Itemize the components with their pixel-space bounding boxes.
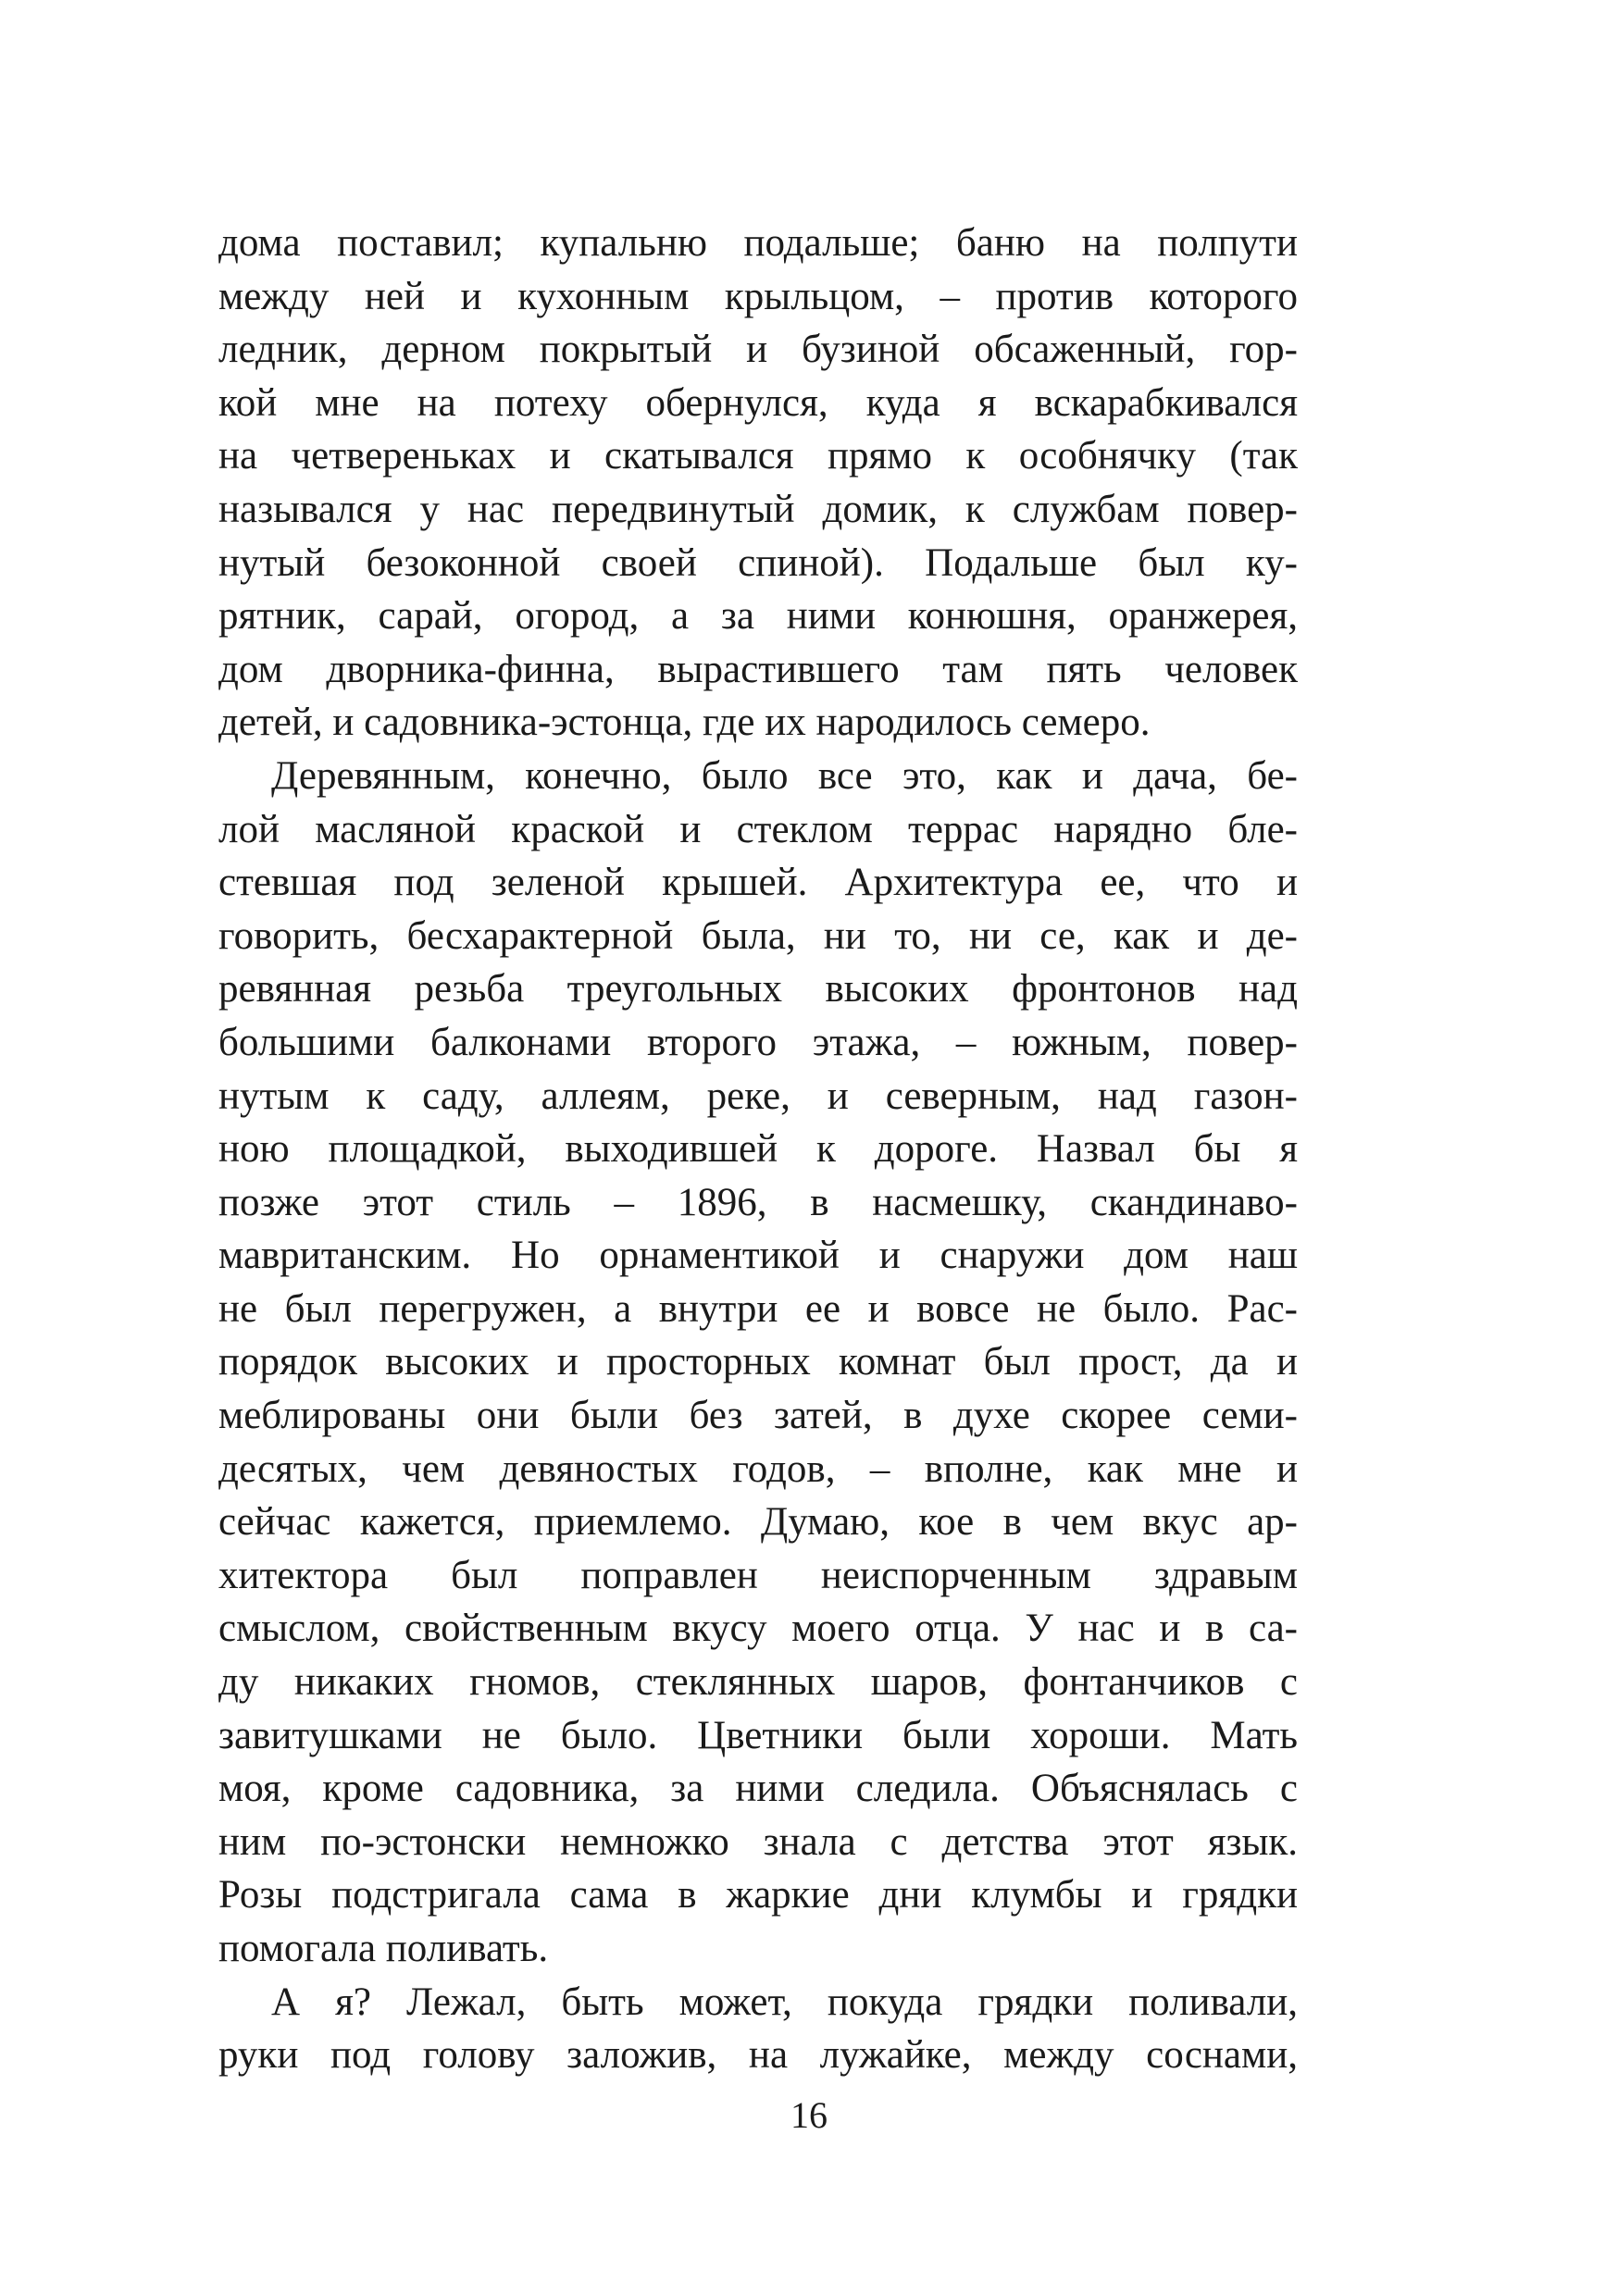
paragraph-2: [218, 750, 1298, 1976]
text-line: А я? Лежал, быть может, покуда грядки поливали,: [271, 1980, 1298, 2024]
text-line: порядок высоких и просторных комнат был прост, да и: [218, 1340, 1298, 1384]
text-line: рятник, сарай, огород, а за ними конюшня, оранжерея,: [218, 594, 1298, 639]
text-line: мавританским. Но орнаментикой и снаружи дом наш: [218, 1234, 1298, 1278]
text-line: меблированы они были без затей, в духе скорее семи-: [218, 1394, 1298, 1438]
text-line: лой масляной краской и стеклом террас нарядно бле-: [218, 807, 1298, 851]
text-line: ним по-эстонски немножко знала с детства этот язык.: [218, 1819, 1298, 1864]
text-line: смыслом, свойственным вкусу моего отца. У нас и в са-: [218, 1607, 1298, 1651]
text-line: большими балконами второго этажа, – южным, повер-: [218, 1020, 1298, 1064]
text-line: дома поставил; купальню подальше; баню на полпути: [218, 221, 1298, 265]
paragraph-1: [218, 217, 1298, 750]
text-line: ду никаких гномов, стеклянных шаров, фонтанчиков с: [218, 1660, 1298, 1705]
text-line: говорить, бесхарактерной была, ни то, ни се, как и де-: [218, 913, 1298, 958]
text-line: не был перегружен, а внутри ее и вовсе не было. Рас-: [218, 1286, 1298, 1331]
text-line: помогала поливать.: [218, 1927, 549, 1970]
text-line: ною площадкой, выходившей к дороге. Назвал бы я: [218, 1127, 1298, 1172]
text-line: Деревянным, конечно, было все это, как и дача, бе-: [271, 753, 1298, 798]
paragraph-3: [218, 1976, 1298, 2082]
text-line: назывался у нас передвинутый домик, к службам повер-: [218, 487, 1298, 531]
text-line: десятых, чем девяностых годов, – вполне, как мне и: [218, 1446, 1298, 1491]
text-line: Розы подстригала сама в жаркие дни клумбы и грядки: [218, 1873, 1298, 1917]
page-number: 16: [790, 2094, 828, 2136]
text-line: руки под голову заложив, на лужайке, между соснами,: [218, 2033, 1298, 2078]
text-line: детей, и садовника-эстонца, где их народилось семеро.: [218, 701, 1151, 745]
body-text: [218, 217, 1298, 2082]
text-line: позже этот стиль – 1896, в насмешку, скандинаво-: [218, 1180, 1298, 1224]
text-line: на четвереньках и скатывался прямо к особнячку (так: [218, 434, 1298, 478]
text-line: кой мне на потеху обернулся, куда я вскарабкивался: [218, 380, 1298, 425]
text-line: завитушками не было. Цветники были хороши. Мать: [218, 1713, 1298, 1757]
text-line: хитектора был поправлен неиспорченным здравым: [218, 1553, 1298, 1597]
text-line: стевшая под зеленой крышей. Архитектура ее, что и: [218, 861, 1298, 905]
text-line: нутым к саду, аллеям, реке, и северным, над газон-: [218, 1074, 1298, 1118]
text-line: сейчас кажется, приемлемо. Думаю, кое в чем вкус ар-: [218, 1500, 1298, 1545]
text-line: нутый безоконной своей спиной). Подальше был ку-: [218, 540, 1298, 585]
text-line: моя, кроме садовника, за ними следила. Объяснялась с: [218, 1767, 1298, 1811]
text-line: между ней и кухонным крыльцом, – против которого: [218, 274, 1298, 318]
text-line: ледник, дерном покрытый и бузиной обсаженный, гор-: [218, 328, 1298, 372]
text-line: дом дворника-финна, вырастившего там пять человек: [218, 647, 1298, 691]
text-line: ревянная резьба треугольных высоких фронтонов над: [218, 967, 1298, 1011]
